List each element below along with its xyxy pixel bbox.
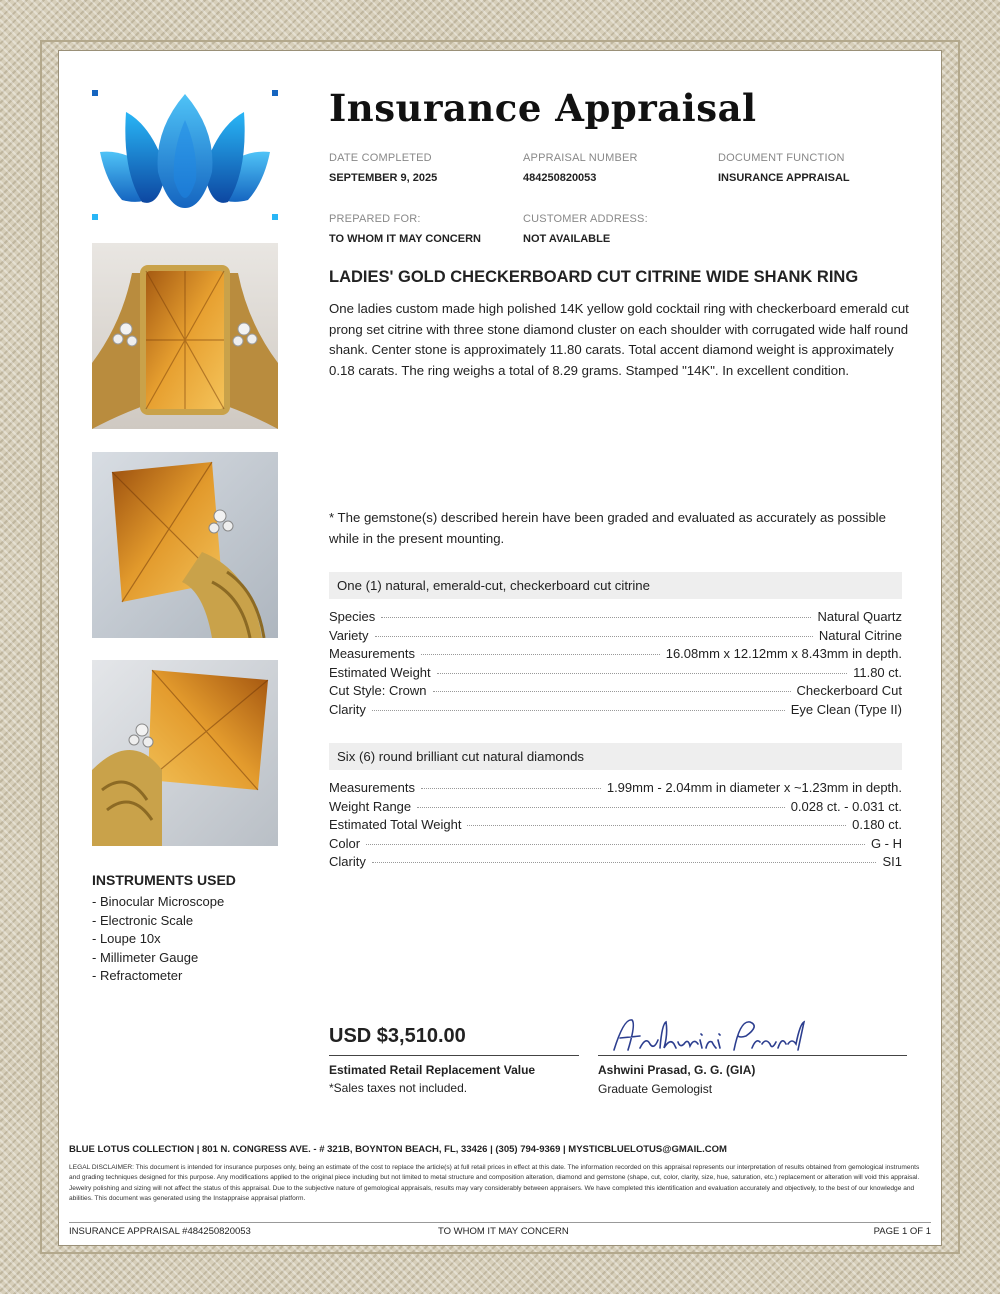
price-divider: [329, 1055, 579, 1056]
instrument-item: - Refractometer: [92, 968, 183, 984]
lotus-logo: [92, 90, 278, 220]
ring-photo-side-view-1: [92, 452, 278, 638]
footer-recipient: TO WHOM IT MAY CONCERN: [438, 1226, 569, 1237]
spec-label: Variety: [329, 627, 369, 643]
instrument-item: - Electronic Scale: [92, 912, 194, 928]
leader-dots: [372, 710, 785, 711]
leader-dots: [375, 636, 813, 637]
spec-value: SI1: [882, 854, 902, 870]
spec-value: 11.80 ct.: [853, 664, 902, 680]
leader-dots: [467, 825, 846, 826]
footer-page-number: PAGE 1 OF 1: [873, 1226, 931, 1237]
spec-value: Natural Quartz: [817, 609, 902, 624]
spec-value: 1.99mm - 2.04mm in diameter x ~1.23mm in depth.: [606, 780, 902, 795]
diamonds-heading: Six (6) round brilliant cut natural diamonds: [329, 743, 902, 770]
valuation-price: USD $3,510.00: [329, 1025, 466, 1047]
spec-label: Weight Range: [329, 798, 412, 814]
instrument-item: - Loupe 10x: [92, 931, 161, 947]
instrument-item: - Binocular Microscope: [92, 894, 225, 909]
leader-dots: [421, 788, 601, 789]
spec-row: [329, 628, 902, 647]
spec-row: [329, 799, 902, 818]
customer-address-value: NOT AVAILABLE: [523, 233, 611, 245]
spec-row: [329, 646, 902, 665]
appraisal-number-value: 484250820053: [523, 172, 597, 184]
ring-photo-top-view: [92, 243, 278, 429]
appraiser-title: Graduate Gemologist: [598, 1082, 713, 1096]
spec-label: Measurements: [329, 646, 415, 662]
leader-dots: [417, 807, 785, 808]
center-stone-specs: [329, 609, 902, 721]
leader-dots: [433, 691, 791, 692]
footer-appraisal-id: INSURANCE APPRAISAL #484250820053: [69, 1226, 251, 1237]
meta-prepared-for: [329, 213, 481, 245]
signature-divider: [598, 1055, 907, 1056]
legal-disclaimer: LEGAL DISCLAIMER: This document is intended for insurance purposes only, being an estimate of the cost to replace the article(s) at full retail prices in effect at this date. The information recorded on this appraisal represents our interpretation of results obtained from gemological instruments and grading techniques designed for this purpose. Any modifications applied to the original piece including but not limited to metal structure and composition alteration, diamond and gemstone (shape, cut, color, clarity, size, hue, saturation, etc.) replacement or alteration will void this appraisal. Jewelry polishing and sizing will not affect the status of this appraisal. Due to the subjective nature of gemological appraisals, results may vary considerably between appraisers. We have completed this identification and evaluation accurately and objectively, to the best of our knowledge and abilities. This document was generated using the Instappraise appraisal platform.: [69, 1164, 920, 1202]
appraiser-name: Ashwini Prasad, G. G. (GIA): [598, 1063, 756, 1077]
instrument-item: - Millimeter Gauge: [92, 949, 199, 965]
prepared-for-label: PREPARED FOR:: [329, 213, 421, 225]
spec-label: Measurements: [329, 780, 415, 795]
instruments-title: INSTRUMENTS USED: [92, 872, 236, 888]
leader-dots: [437, 673, 847, 674]
mounting-note: * The gemstone(s) described herein have been graded and evaluated as accurately as possible while in the present mounting.: [329, 510, 886, 546]
footer-divider: [69, 1222, 931, 1223]
item-title: LADIES' GOLD CHECKERBOARD CUT CITRINE WIDE SHANK RING: [329, 268, 859, 286]
meta-date-completed: [329, 152, 437, 184]
spec-row: [329, 780, 902, 799]
prepared-for-value: TO WHOM IT MAY CONCERN: [329, 233, 481, 245]
leader-dots: [421, 654, 660, 655]
spec-value: 16.08mm x 12.12mm x 8.43mm in depth.: [665, 646, 902, 662]
document-function-value: INSURANCE APPRAISAL: [718, 172, 850, 184]
diamond-specs: [329, 780, 902, 873]
spec-label: Species: [329, 609, 376, 624]
spec-row: [329, 683, 902, 702]
instruments-list: [92, 893, 224, 986]
valuation-label: Estimated Retail Replacement Value: [329, 1063, 536, 1077]
spec-row: [329, 702, 902, 721]
date-completed-value: SEPTEMBER 9, 2025: [329, 172, 438, 184]
spec-value: Natural Citrine: [818, 627, 902, 643]
ring-photo-side-view-2: [92, 660, 278, 846]
center-stone-heading: One (1) natural, emerald-cut, checkerboard cut citrine: [329, 572, 902, 599]
spec-row: [329, 817, 902, 836]
spec-label: Color: [329, 835, 361, 851]
item-description: One ladies custom made high polished 14K yellow gold cocktail ring with checkerboard emerald cut prong set citrine with three stone diamond cluster on each shoulder with corrugated wide half round shank. Center stone is approximately 11.80 carats. Total accent diamond weight is approximately 0.18 carats. The ring weighs a total of 8.29 grams. Stamped "14K". In excellent condition.: [329, 301, 909, 379]
spec-label: Estimated Total Weight: [329, 817, 462, 833]
customer-address-label: CUSTOMER ADDRESS:: [523, 213, 648, 225]
spec-label: Cut Style: Crown: [329, 683, 427, 699]
company-info: BLUE LOTUS COLLECTION | 801 N. CONGRESS AVE. - # 321B, BOYNTON BEACH, FL, 33426 | (305) 794-9369 | MYSTICBLUELOTUS@GMAIL.COM: [69, 1144, 727, 1155]
spec-value: Checkerboard Cut: [796, 683, 902, 699]
sales-tax-note: *Sales taxes not included.: [329, 1081, 468, 1095]
meta-customer-address: [523, 213, 648, 245]
spec-value: 0.028 ct. - 0.031 ct.: [790, 798, 902, 814]
spec-label: Clarity: [329, 701, 366, 717]
spec-row: [329, 665, 902, 684]
spec-label: Estimated Weight: [329, 664, 431, 680]
leader-dots: [381, 617, 811, 618]
spec-row: [329, 836, 902, 855]
leader-dots: [366, 844, 865, 845]
document-function-label: DOCUMENT FUNCTION: [718, 152, 845, 164]
spec-value: 0.180 ct.: [852, 817, 902, 833]
appraiser-signature: [610, 1014, 810, 1058]
date-completed-label: DATE COMPLETED: [329, 152, 432, 164]
appraisal-number-label: APPRAISAL NUMBER: [523, 152, 638, 164]
spec-row: [329, 854, 902, 873]
spec-row: [329, 609, 902, 628]
meta-appraisal-number: [523, 152, 638, 184]
spec-value: G - H: [870, 835, 902, 851]
document-title: Insurance Appraisal: [329, 86, 757, 130]
spec-label: Clarity: [329, 854, 366, 870]
meta-document-function: [718, 152, 850, 184]
spec-value: Eye Clean (Type II): [790, 701, 902, 717]
leader-dots: [372, 862, 877, 863]
